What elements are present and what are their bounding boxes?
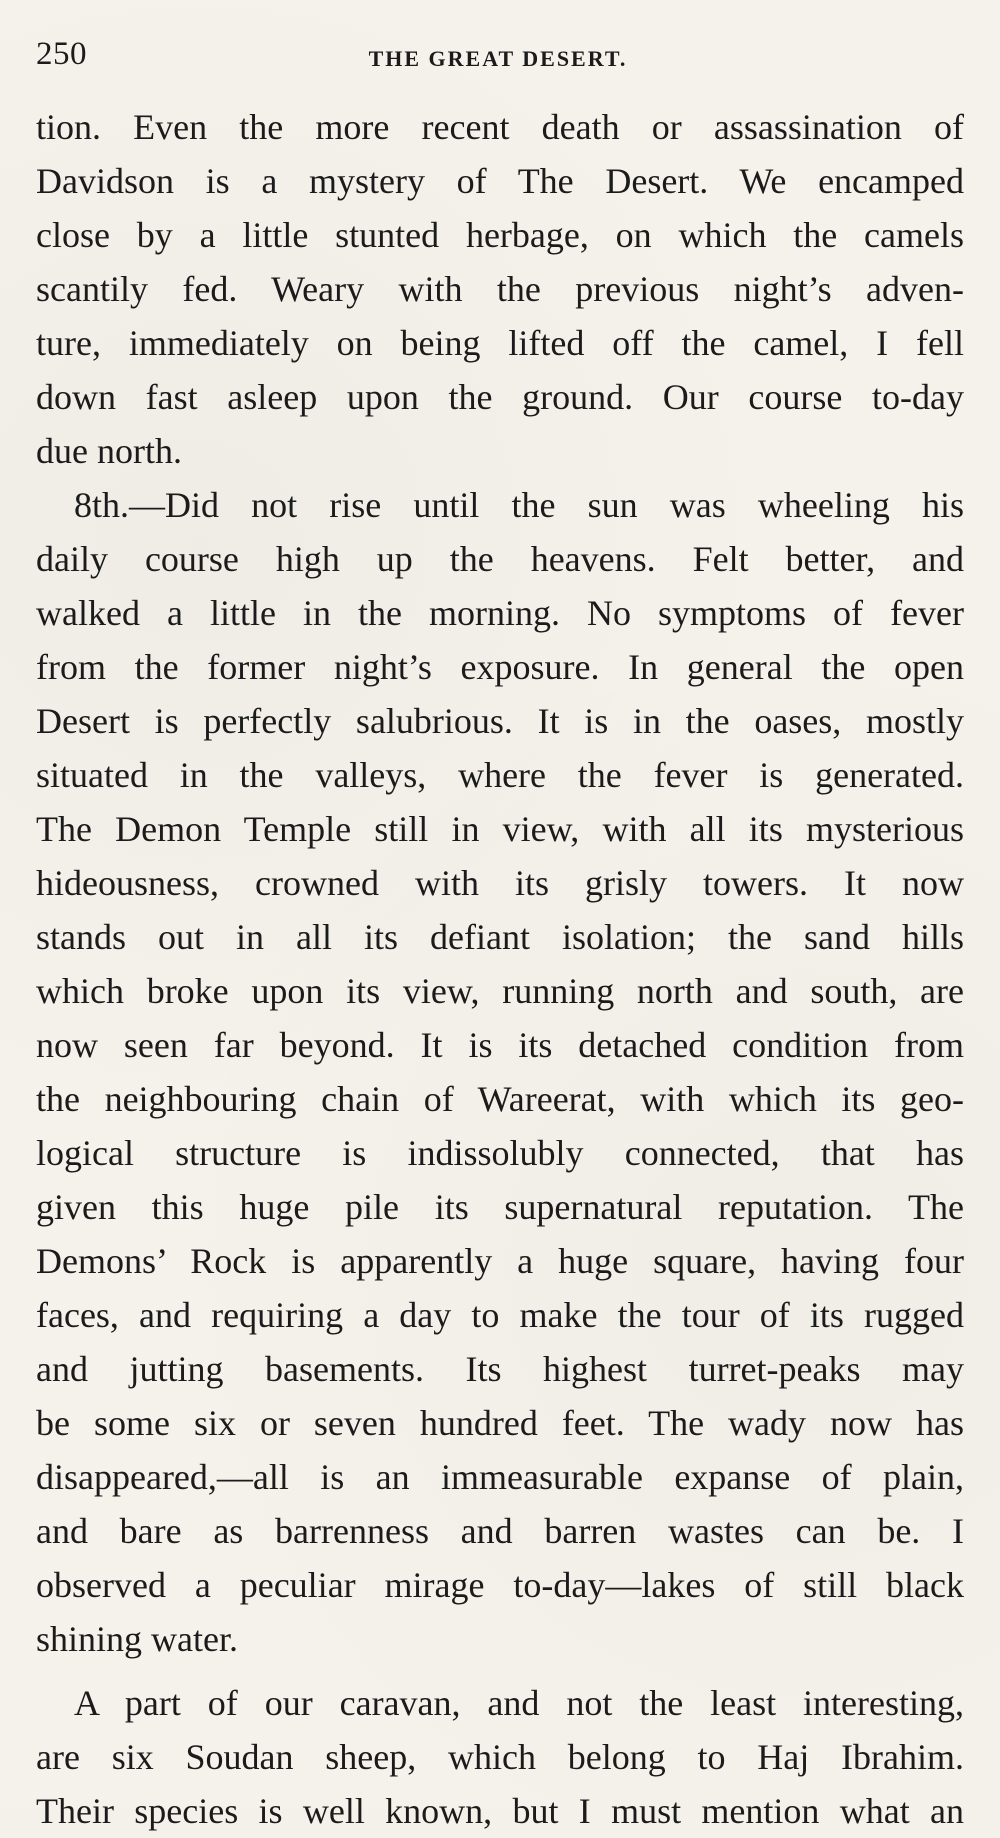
text-line: hideousness, crowned with its grisly towers. It now [36,863,964,903]
paragraph-3 [36,1676,964,1838]
text-line: shining water. [36,1619,238,1659]
text-line: which broke upon its view, running north and south, are [36,971,964,1011]
text-line: faces, and requiring a day to make the tour of its rugged [36,1295,964,1335]
text-line: disappeared,—all is an immeasurable expanse of plain, [36,1457,964,1497]
text-line: down fast asleep upon the ground. Our course to-day [36,377,964,417]
paragraph-2 [36,478,964,1666]
text-line: close by a little stunted herbage, on which the camels [36,215,964,255]
text-line: The Demon Temple still in view, with all its mysterious [36,809,964,849]
text-line: Their species is well known, but I must mention what an [36,1791,964,1831]
text-line: daily course high up the heavens. Felt better, and [36,539,964,579]
page-number: 250 [36,36,87,72]
text-line: 8th.—Did not rise until the sun was wheeling his [74,485,964,525]
text-line: situated in the valleys, where the fever is generated. [36,755,964,795]
text-line: observed a peculiar mirage to-day—lakes of still black [36,1565,964,1605]
text-line: due north. [36,431,182,471]
text-line: be some six or seven hundred feet. The wady now has [36,1403,964,1443]
text-line: Demons’ Rock is apparently a huge square, having four [36,1241,964,1281]
text-line: the neighbouring chain of Wareerat, with which its geo- [36,1079,964,1119]
body-text [36,100,964,1838]
text-line: are six Soudan sheep, which belong to Haj Ibrahim. [36,1737,964,1777]
text-line: walked a little in the morning. No symptoms of fever [36,593,964,633]
page-header [36,36,960,86]
text-line: Desert is perfectly salubrious. It is in the oases, mostly [36,701,964,741]
text-line: logical structure is indissolubly connected, that has [36,1133,964,1173]
text-line: ture, immediately on being lifted off the camel, I fell [36,323,964,363]
text-line: now seen far beyond. It is its detached condition from [36,1025,964,1065]
text-line: given this huge pile its supernatural reputation. The [36,1187,964,1227]
text-line: scantily fed. Weary with the previous night’s adven- [36,269,964,309]
text-line: and bare as barrenness and barren wastes can be. I [36,1511,964,1551]
running-title: THE GREAT DESERT. [368,46,628,71]
text-line: and jutting basements. Its highest turret-peaks may [36,1349,964,1389]
text-line: stands out in all its defiant isolation; the sand hills [36,917,964,957]
text-line: tion. Even the more recent death or assassination of [36,107,964,147]
text-line: Davidson is a mystery of The Desert. We encamped [36,161,964,201]
paragraph-1 [36,100,964,478]
text-line: from the former night’s exposure. In general the open [36,647,964,687]
text-line: A part of our caravan, and not the least interesting, [74,1683,964,1723]
